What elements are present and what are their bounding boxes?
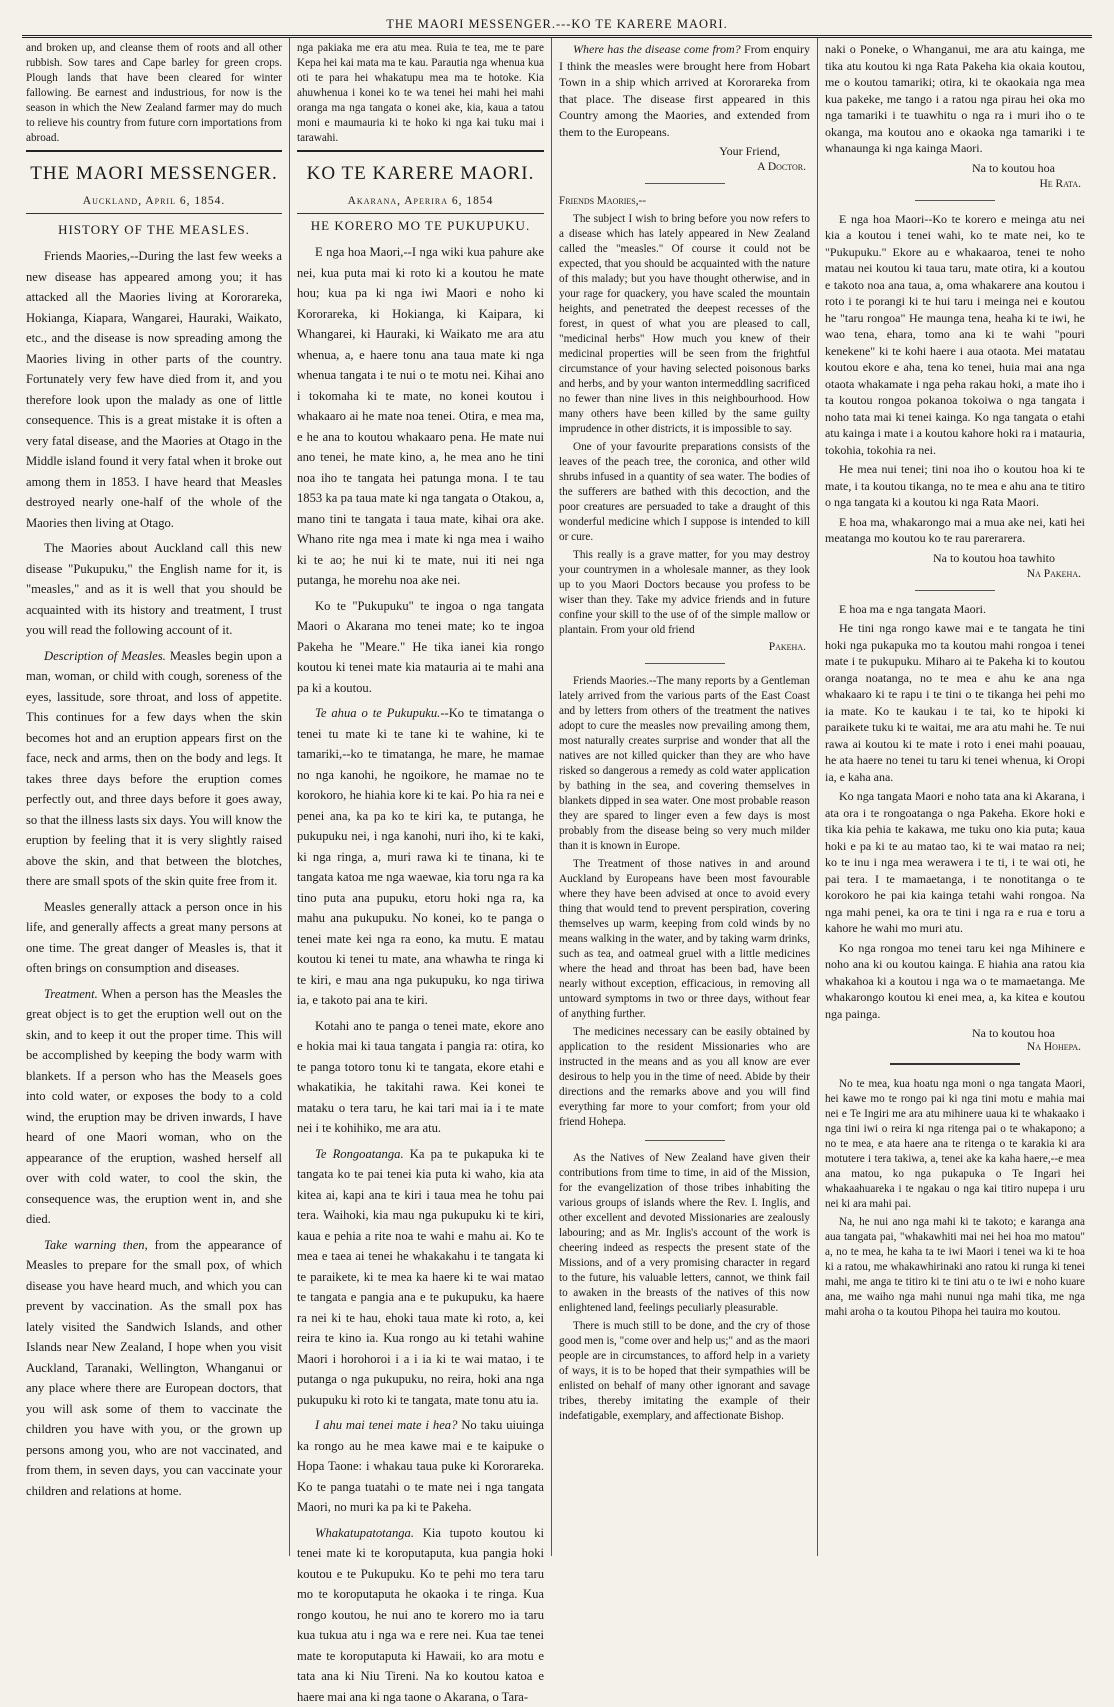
notice-paragraph: There is much still to be done, and the cry of those good men is, "come over and help us;" and as the maori people are in circumstances, to afford help in a variety of ways, it is to be hoped that their sympathies will be enlisted on behalf of many other ignorant and savage tribes, thereby imitating the example of their indefatigable, exemplary, and affectionate Bishop. <box>559 1319 810 1424</box>
letter-paragraph: Ko nga tangata Maori e noho tata ana ki Akarana, i ata ora i te rongoatanga o nga Pakeha. Ekore hoki e tika kia pehia te kakawa, me tuku ono kia puta; kaua hoki e pa ki te au matao tao, ki te wai matao ra nei; ko te inu i nga mea werawera i te ti, i te wai oti, he pai tera. I te mamaetanga, i te nonotitanga o te korokoro he pai kia kainga tetahi wahi rongoa. Na nga mahi penei, ka ora te tini i nga ra e rua e toru a kahore he wahi mo muri atu. <box>825 788 1085 937</box>
article-paragraph: Kotahi ano te panga o tenei mate, ekore ano e hokia mai ki taua tangata i pangia ra: otira, ko te panga totoro tonu ki te tangata, ekore etahi e whakatikia, he takitahi rawa. Kei konei te mataku o tera taru, he kai tari mai ia i te mate nei i te kohihiko, me ara atu. <box>297 1016 544 1139</box>
article-paragraph: Measles generally attack a person once in his life, and generally affects a great many persons at one time. The great danger of Measles is, that it often brings on consumption and diseases. <box>26 897 282 979</box>
paragraph-lead: Te ahua o te Pukupuku. <box>315 706 440 720</box>
article-paragraph: The Maories about Auckland call this new disease "Pukupuku," the English name for it, is "measles," and as it is well that you should be acquainted with its history and treatment, I trust you will read the following account of it. <box>26 538 282 641</box>
letter-paragraph: Friends Maories.--The many reports by a Gentleman lately arrived from the various parts of the East Coast and by letters from others of the treatment the natives adopt to cure the measles now prevailing among them, most naturally creates surprise and wonder that all the natives are not killed quicker than they are who have risked so dangerous a remedy as cold water application by bathing in the sea, and covering themselves in blankets dipped in sea water. One most probable reason they are spared to linger even a few days is most probably from the disease being so very much milder than it is known in Europe. <box>559 674 810 854</box>
divider <box>645 1140 725 1141</box>
article-paragraph <box>26 1235 282 1502</box>
article-paragraph <box>26 984 282 1230</box>
signoff-line: Na to koutou hoa <box>825 1026 1055 1041</box>
article-heading: HE KORERO MO TE PUKUPUKU. <box>297 214 544 242</box>
letter-paragraph: One of your favourite preparations consists of the leaves of the peach tree, the coronica, and other wild shrubs infused in a quantity of sea water. The bodies of the sufferers are bathed with this decoction, and the poor creatures are persuaded to take a draught of this wonderful medicine which I suppose is intended to kill or cure. <box>559 440 810 545</box>
paragraph-lead: I ahu mai tenei mate i hea? <box>315 1418 457 1432</box>
dateline-english: Auckland, April 6, 1854. <box>26 193 282 214</box>
continued-text: naki o Poneke, o Whanganui, me ara atu kainga, me tika atu koutou ki nga Rata Pakeha kia okaia koutou, me o koutou tamariki; otira, ki te okaokaia nga mea kua pakeke, me tango i a ratou nga pirau hei oka mo nga tamariki i te tuawhitu o nga ra i muri iho o te okanga, ma koutou ano e okaoka nga tamariki i te whanaunga ki nga kainga Maori. <box>825 41 1085 157</box>
column-maori-1 <box>289 38 551 1556</box>
paragraph-body: from the appearance of Measles to prepare for the small pox, of which disease you have heard much, and which you can prevent by vaccination. As the small pox has lately visited the Sandwich Islands, and other Islands near New Zealand, I hope when you visit Auckland, Taranaki, Wellington, Whanganui or any place where there are European doctors, that you will ask some of them to vaccinate the children you have with you, or the grown up persons among you, who are not vaccinated, and from them, in seven days, you can vaccinate your children and relations at home. <box>26 1238 282 1498</box>
letter-paragraph: E hoa ma, whakarongo mai a mua ake nei, kati hei meatanga mo koutou ko te rau parerarera. <box>825 514 1085 547</box>
continued-text: nga pakiaka me era atu mea. Ruia te tea, me te pare Kepa hei kai mata ma te kau. Parautia nga whenua kua oti te para hei whakatupu mea ma te hotoke. Kia ahuwhenua i konei ko te wa tenei hei mahi hei mahi oranga ma nga tangata o konei ake, kia, kaua a tatou moni e maumauria ki te hoko ki nga kai tuku mai i tarawahi. <box>297 41 544 146</box>
article-paragraph <box>26 646 282 892</box>
signoff-name: He Rata. <box>825 178 1081 190</box>
paragraph-body: From enquiry I think the measles were brought here from Hobart Town in a ship which arrived at Kororareka from that place. The disease first appeared in this Country among the Maories, and extended from them to the Europeans. <box>559 42 810 139</box>
signoff-name: Na Hohepa. <box>825 1041 1081 1053</box>
letter-paragraph: The subject I wish to bring before you now refers to a disease which has lately appeared in New Zealand called the "measles." Of course it could not be expected, that you should be acquainted with the nature of this malady; but you have thought otherwise, and in your rage for quackery, you have scaled the mountain heights, and penetrated the deepest recesses of the forest, in quest of what you are pleased to call, "medicinal herbs" How much you knew of their medicinal properties will be seen from the frightful circumstance of your having selected poisonous barks and herbs, and by your wanton intermeddling sacrificed no fewer than nine lives in this neighbourhood. How many others have been killed by the same guilty imprudence in other districts, it is impossible to say. <box>559 212 810 437</box>
letter-paragraph: The medicines necessary can be easily obtained by application to the resident Missionaries who are instructed in the means and as you all know are ever desirous to help you in the time of need. Abide by their directions and the remarks above and you will find everything far more to your comfort; from your old friend Hohepa. <box>559 1025 810 1130</box>
dateline-maori: Akarana, Aperira 6, 1854 <box>297 193 544 214</box>
article-paragraph: Friends Maories,--During the last few weeks a new disease has appeared among you; it has attacked all the Maories living at Kororareka, Hokianga, Kiapara, Wangarei, Hauraki, Waikato, etc., and the disease is now spreading among the Maories living in other parts of the country. Fortunately very few have died from it, and you therefore look upon the malady as one of little consequence. This is a great mistake it is often a very fatal disease, and the Maories at Otago in the Middle island found it very fatal when it broke out among them in 1853. I have heard that Measles destroyed nearly one-half of the whole of the Maories then living at Otago. <box>26 246 282 533</box>
continued-text: and broken up, and cleanse them of roots and all other rubbish. Sow tares and Cape barley for green crops. Plough lands that have been cleared for winter fallowing. Be earnest and industrious, for now is the season in which the New Zealand farmer may do much to relieve his country from future corn importations from abroad. <box>26 41 282 146</box>
letter-paragraph: This really is a grave matter, for you may destroy your countrymen in a wholesale manner, as they look up to you Maori Doctors because you profess to be wiser than they. Take my advice friends and in future confine your skill to the use of of the simple mallow or plantain. From your old friend <box>559 548 810 638</box>
article-paragraph <box>297 703 544 1011</box>
article-paragraph: Ko te "Pukupuku" te ingoa o nga tangata Maori o Akarana mo tenei mate; ko te ingoa Pakeha he "Meare." He tika ianei kia rongo koutou ki tenei mate kia matauria ai te mahi ana pa ki a koutou. <box>297 596 544 699</box>
signoff-line: Your Friend, <box>559 144 780 159</box>
paragraph-lead: Treatment. <box>44 987 98 1001</box>
paragraph-lead: Description of Measles. <box>44 649 166 663</box>
signoff-name: Na Pakeha. <box>825 568 1081 580</box>
letter-greeting: E hoa ma e nga tangata Maori. <box>825 601 1085 618</box>
paragraph-lead: Whakatupatotanga. <box>315 1526 414 1540</box>
paragraph-lead: Take warning then, <box>44 1238 148 1252</box>
notice-paragraph: Na, he nui ano nga mahi ki te takoto; e karanga ana aua tangata pai, "whakawhiti mai nei hei hoa mo matou" a, no te mea, he kaha ta te iwi Maori i tenei wa ki te hoa ki a ratou, me whakawhirinaki ano ratou ki runga ki tenei mahi, me anga te titiro ki te tini atu o te iwi e noho kuare ana, me waiho nga mahi nunui nga mahi tika, me nga mahi aroha o ta koutou Pihopa hei tauira mo koutou. <box>825 1215 1085 1320</box>
paragraph-body: When a person has the Measles the great object is to get the eruption well out on the skin, and to keep it out the proper time. This will be accomplished by keeping the body warm with blankets. If a person who has the Measels goes into cold water, or exposes the body to a cold wind, the eruption may be driven inwards, I have heard of one Maori woman, who on the appearance of the eruption, washed herself all over with cold water, to cool the skin, the consequence was, the eruption went in, and she died. <box>26 987 282 1227</box>
divider <box>915 590 995 591</box>
article-paragraph <box>297 1415 544 1518</box>
divider <box>645 183 725 184</box>
letter-greeting: Friends Maories,-- <box>559 194 810 209</box>
paragraph-body: Measles begin upon a man, woman, or child with cough, soreness of the eyes, lassitude, sore throat, and loss of appetite. This continues for a few days when the skin becomes hot and an eruption appears first on the face, neck and arms, then on the body and legs. It takes three days before the eruption comes perfectly out, and three days before it goes away, so that the illness lasts six days. You will know the eruption by feeling that it is very slightly raised above the skin, and that between the blotches, there are small spots of the skin quite free from it. <box>26 649 282 889</box>
paragraph-body: No taku uiuinga ka rongo au he mea kawe mai e te kaipuke o Hopa Taone: i whakau taua puke ki Kororareka. Ko te panga tuatahi o te mate nei i nga tangata Maori, no muri ka pa ki te Pakeha. <box>297 1418 544 1514</box>
running-head: THE MAORI MESSENGER.---KO TE KARERE MAORI. <box>22 0 1092 38</box>
notice-paragraph: No te mea, kua hoatu nga moni o nga tangata Maori, hei kawe mo te rongo pai ki nga tini motu e mahia mai nei e Te Ingiri me ara atu mihinere uaua ki te whakaako i nga tini iwi o reira ki nga ritenga pai o te whakapono; a no te mea, e ata haere ana te ritenga o te karakia ki ara motutere i tera takiwa, a, tenei ake ka kaha haere,--e mea ana matou, ko nga pukapuka o Te Ingari hei whakaahuareka i te ngakau o nga kai titiro nupepa i uru nei ki ara mahi pai. <box>825 1077 1085 1212</box>
paragraph-body: --Ko te timatanga o tenei tu mate ki te tane ki te wahine, ki te tamariki,--ko te timatanga, he mare, he mamae no nga kanohi, he ngoikore, he mamae no te korokoro, he hiahia kore ki te kai. Po hia ra nei e penei ana, ka pa ko te kiri ka, te putanga, he pukupuku nei, i nga kanohi, nuri iho, ki te kaki, ki nga ringa, a, muri rawa ki te tinana, ki te tangata katoa me nga waewae, kia toru nga ra ka tino puta ana pupuku, etoru hoki nga ra, ka mahu ana pukupuku. No konei, ko te panga o tenei mate kei nga ra eono, ka mutu. E matau koutou ki tenei tu mate, ana whawha te ringa ki te kiri, e mau ana nga pukupuku, ko nga tiriwa ia, e takoto pai ana te kiri. <box>297 706 544 1007</box>
column-english-1 <box>22 38 289 1556</box>
letter-paragraph: He mea nui tenei; tini noa iho o koutou hoa ki te mate, i ta koutou tikanga, no te mea e ahu ana te titiro o nga tangata ki a koutou ki nga Rata Maori. <box>825 461 1085 511</box>
article-heading: HISTORY OF THE MEASLES. <box>26 214 282 246</box>
article-paragraph <box>297 1523 544 1707</box>
masthead-english: THE MAORI MESSENGER. <box>26 150 282 193</box>
divider <box>645 663 725 664</box>
divider <box>890 1063 1020 1065</box>
column-english-2 <box>551 38 817 1556</box>
letter-paragraph <box>559 41 810 140</box>
notice-paragraph: As the Natives of New Zealand have given their contributions from time to time, in aid of the Mission, for the evangelization of those tribes inhabiting the various groups of islands where the Rev. I. Inglis, and other excellent and devoted Missionaries are zealously labouring; and as Mr. Inglis's account of the work is cheering indeed as respects the present state of the Missions, and of a very promising character in regard to the future, his valuable letters, cannot, we think fail to awaken in the breasts of the natives of this now enlightened land, feelings peculiarly pleasurable. <box>559 1151 810 1316</box>
letter-paragraph: He tini nga rongo kawe mai e te tangata he tini hoki nga pukapuka mo ta koutou mahi rongoa i tenei mate i te pukupuku. Miharo ai te Pakeha ki to koutou oranga noatanga, no te mea e ahu ke ana nga whakaaro ki te rapu i te tini o te tikanga hei pehi mo ia mate. Ko te kaukau i te tai, ko te hipoki ki paraikete tuku ki te waitai, me ara atu mahi he. Te nui rawa ai koutou ki te mate i roto i enei mahi poauau, he ata haere no tenei tu taru ki tenei whenua, ki Oropi ia, e kaha ana. <box>825 620 1085 785</box>
column-maori-2 <box>817 38 1092 1556</box>
paragraph-lead: Where has the disease come from? <box>573 42 741 56</box>
signoff-line: Na to koutou hoa tawhito <box>825 551 1055 566</box>
signoff-name: Pakeha. <box>559 641 806 653</box>
paragraph-lead: Te Rongoatanga. <box>315 1147 404 1161</box>
letter-paragraph: E nga hoa Maori--Ko te korero e meinga atu nei kia a koutou i tenei wahi, ko te mate nei, ko te "Pukupuku." Ekore au e whakaaroa, tenei te noho matau nei koutou ki taua taru, mate otira, ki a koutou e takoto noa ana taua, a, oma whakarere ana koutou i roto i te porangi ki te hui taru i meinga nei e koutou he "taru rongoa" He maunga tena, heaha ki te iwi, he wao tena, ehara, tomo ana ki te wahi "pouri kenekene" ki te kohi haere i aua otaota. Mei matatau koutou ekore e aha, tena ko tenei, huia mai ana nga otaota whakamate i nga peha rakau hoki, a mate iho i ta koutou rongoa pokanoa tokoiwa o nga tangata i noho tata mai ki tenei kainga. Ko nga tangata o etahi atu kainga i mate i a koutou kahore hoki ra i matauria, tokohia, tokohia ra nei. <box>825 211 1085 459</box>
masthead-maori: KO TE KARERE MAORI. <box>297 150 544 193</box>
article-paragraph: E nga hoa Maori,--I nga wiki kua pahure ake nei, kua puta mai ki roto ki a koutou he mate hou; kua pa ki nga iwi Maori e noho ki Kororareka, ki Hokianga, ki Kaipara, ki Whangarei, ki Hauraki, ki Waikato me ara atu whenua, a, e haere tonu ana taua mate ki nga whenua tangata i te nui o te motu nei. Kihai ano i tokomaha ki te mate, no konei koutou i whakaaro ai he mate noa tenei. Otira, e mea ma, e he ana to koutou whakaaro pena. He mate nui ano tenei, he mate kino, a, he mea ano he tini noa iho te tangata hei patunga mona. I te tau 1853 ka pa taua mate ki nga tangata o Otakou, a, mano tini te tangata i taua mate, kihai ora ake. Whano rite nga mea i mate ki nga mea i waiho ki te ao; he nui ki te mate, nui iti nei nga putanga, he morehu noa ake nei. <box>297 242 544 591</box>
article-paragraph <box>297 1144 544 1411</box>
letter-paragraph: The Treatment of those natives in and around Auckland by Europeans have been most favourable where they have been advised at once to avoid every thing that would tend to prevent perspiration, covering themselves up warm, keeping from cold winds by no means walking in the water, and by taking warm drinks, such as tea, and oatmeal gruel with a little medicines where the head and throat has been bad, have been nearly without exception, efficacious, in removing all untoward symptoms in two or three days, without fear of anything further. <box>559 857 810 1022</box>
columns <box>22 38 1092 1556</box>
signoff-line: Na to koutou hoa <box>825 161 1055 176</box>
paragraph-body: Kia tupoto koutou ki tenei mate ki te koroputaputa, kua pangia hoki koutou e te Pukupuku. Ko te pehi mo tera taru mo te koroputaputa he okaoka i te ringa. Kua rongo koutou, he nui ano te korero mo ia taru kua tukua atu i nga wa e rere nei. Kua tae tenei mate te koroputaputa ki Hawaii, ko ara motu e tata ana ki Niu Tireni. Na ko koutou katoa e haere mai ana ki nga taone o Akarana, o Tara- <box>297 1526 544 1704</box>
paragraph-body: Ka pa te pukapuka ki te tangata ko te pai tenei kia puta ki waho, kia ata kitea ai, kapi ana te kiri i taua mea he tohu pai tera. Waihoki, kia mau nga pukupuku ki te kiri, kaua e pehia a rite noa te wahi e mahu ai. Ko te mea e taea ai tenei he whakakahu i te tangata ki te paraikete, ki te mea ka haere ki te wai matao te tangata e pangia ana e te pukupuku, ka haere ra nei ki te hau, ehoki taua mate ki roto, a, kei reira te kino ia. Kua rongo au ki tetahi wahine Maori i horohoroi i a i ia ki te wai matao, i te putanga o nga pukupuku, no reira, hoki ana nga pukupuku ki roto ki te tangata, mate tonu atu ia. <box>297 1147 544 1407</box>
divider <box>915 200 995 201</box>
signoff-name: A Doctor. <box>559 161 806 173</box>
letter-paragraph: Ko nga rongoa mo tenei taru kei nga Mihinere e noho ana ki ou koutou kainga. E hiahia ana ratou kia whakahoa ki a koutou i nga wa o te mamaetanga. Me whakarongo koutou ki enei mea, a, ka kitea e koutou nga painga. <box>825 940 1085 1023</box>
